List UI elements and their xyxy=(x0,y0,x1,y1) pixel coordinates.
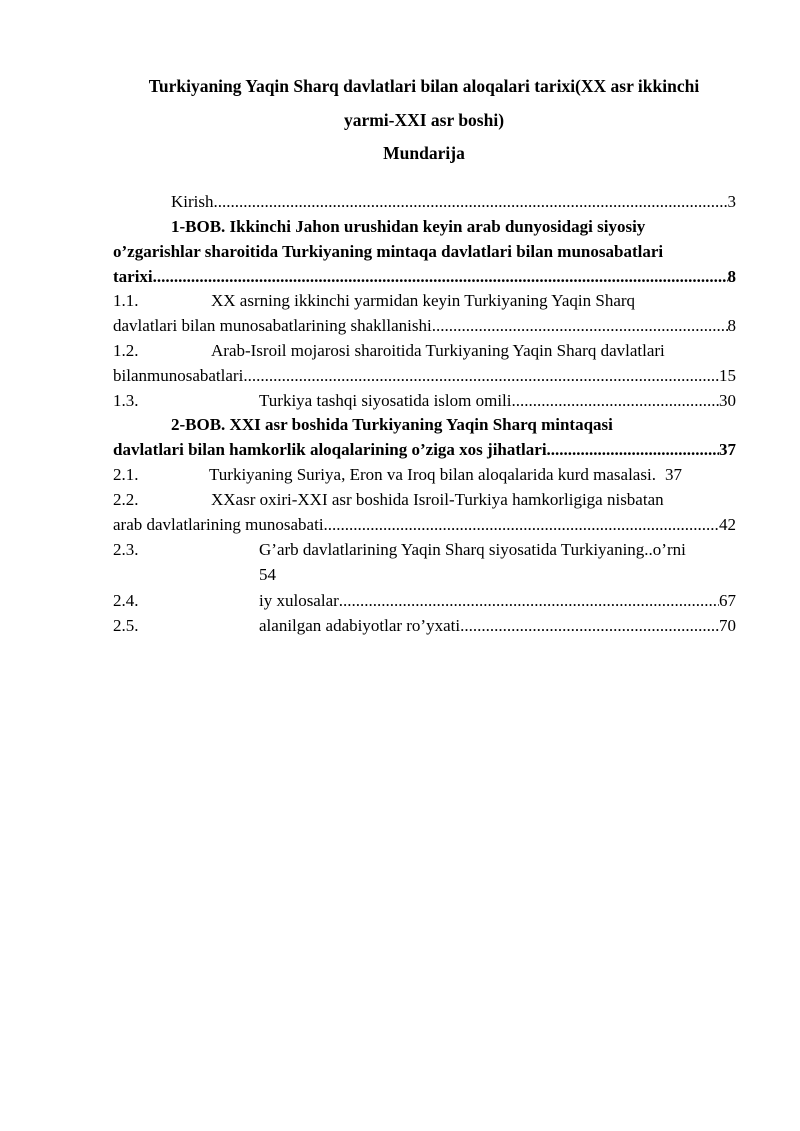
toc-section-number: 2.4. xyxy=(113,591,139,610)
dot-leader xyxy=(547,440,719,460)
contents-heading: Mundarija xyxy=(383,143,465,163)
toc-section-1-1-line-1[interactable]: XX asrning ikkinchi yarmidan keyin Turkiyaning Yaqin Sharq xyxy=(211,291,636,310)
toc-section-number: 1.3. xyxy=(113,391,139,410)
toc-section-1-2-line-2[interactable] xyxy=(113,366,736,386)
toc-section-number: 1.2. xyxy=(113,341,139,360)
toc-entry-label: bilanmunosabatlari xyxy=(113,366,244,385)
toc-entry-kirish[interactable] xyxy=(171,192,736,212)
toc-entry-label: davlatlari bilan hamkorlik aloqalarining o’ziga xos jihatlari xyxy=(113,440,547,459)
toc-entry-page: 70 xyxy=(719,616,736,635)
toc-chapter-1-line-1[interactable]: 1-BOB. Ikkinchi Jahon urushidan keyin arab dunyosidagi siyosiy xyxy=(171,217,646,236)
toc-entry-page: 3 xyxy=(727,192,736,211)
toc-entry-page: 8 xyxy=(727,316,736,335)
toc-entry-label: Kirish xyxy=(171,192,214,211)
toc-entry-page: 15 xyxy=(719,366,736,385)
toc-section-1-2-line-1[interactable]: Arab-Isroil mojarosi sharoitida Turkiyaning Yaqin Sharq davlatlari xyxy=(211,341,665,360)
dot-leader xyxy=(432,316,728,336)
toc-entry-page: 30 xyxy=(719,391,736,410)
toc-entry-label: arab davlatlarining munosabati xyxy=(113,515,324,534)
toc-entry-page: 42 xyxy=(719,515,736,534)
toc-section-2-3-line-1[interactable]: G’arb davlatlarining Yaqin Sharq siyosatida Turkiyaning..o’rni xyxy=(259,540,686,559)
document-title-line-2: yarmi-XXI asr boshi) xyxy=(343,110,505,130)
toc-section-2-4[interactable] xyxy=(259,591,736,611)
dot-leader xyxy=(153,267,728,287)
toc-entry-label: tarixi xyxy=(113,267,153,286)
toc-entry-label: Turkiya tashqi siyosatida islom omili xyxy=(259,391,512,410)
toc-section-2-3-page: 54 xyxy=(259,565,276,584)
dot-leader xyxy=(324,515,719,535)
toc-entry-page: 67 xyxy=(719,591,736,610)
toc-section-2-1[interactable] xyxy=(209,465,682,485)
dot-leader xyxy=(339,591,719,611)
toc-section-number: 2.3. xyxy=(113,540,139,559)
toc-chapter-1-line-2[interactable]: o’zgarishlar sharoitida Turkiyaning mintaqa davlatlari bilan munosabatlari xyxy=(113,242,664,261)
toc-entry-label: davlatlari bilan munosabatlarining shakllanishi xyxy=(113,316,432,335)
toc-entry-label: iy xulosalar xyxy=(259,591,339,610)
toc-section-1-1-line-2[interactable] xyxy=(113,316,736,336)
toc-chapter-1-line-3[interactable] xyxy=(113,267,736,287)
toc-section-number: 2.5. xyxy=(113,616,139,635)
dot-leader xyxy=(243,366,719,386)
toc-section-number: 1.1. xyxy=(113,291,139,310)
toc-chapter-2-line-2[interactable] xyxy=(113,440,736,460)
toc-section-number: 2.2. xyxy=(113,490,139,509)
toc-section-2-5[interactable] xyxy=(259,616,736,636)
toc-entry-page: 37 xyxy=(664,465,682,484)
toc-chapter-2-line-1[interactable]: 2-BOB. XXI asr boshida Turkiyaning Yaqin Sharq mintaqasi xyxy=(171,415,613,434)
toc-entry-page: 8 xyxy=(727,267,736,286)
dot-leader xyxy=(460,616,719,636)
document-title-line-1: Turkiyaning Yaqin Sharq davlatlari bilan aloqalari tarixi(XX asr ikkinchi xyxy=(148,76,700,96)
toc-section-1-3[interactable] xyxy=(259,391,736,411)
toc-section-2-2-line-1[interactable]: XXasr oxiri-XXI asr boshida Isroil-Turkiya hamkorligiga nisbatan xyxy=(211,490,664,509)
toc-section-number: 2.1. xyxy=(113,465,139,484)
toc-section-2-2-line-2[interactable] xyxy=(113,515,736,535)
dot-leader xyxy=(214,192,728,212)
toc-entry-label: alanilgan adabiyotlar ro’yxati xyxy=(259,616,461,635)
toc-entry-label: Turkiyaning Suriya, Eron va Iroq bilan aloqalarida kurd masalasi. xyxy=(209,465,656,484)
dot-leader xyxy=(512,391,720,411)
toc-entry-page: 37 xyxy=(719,440,736,459)
